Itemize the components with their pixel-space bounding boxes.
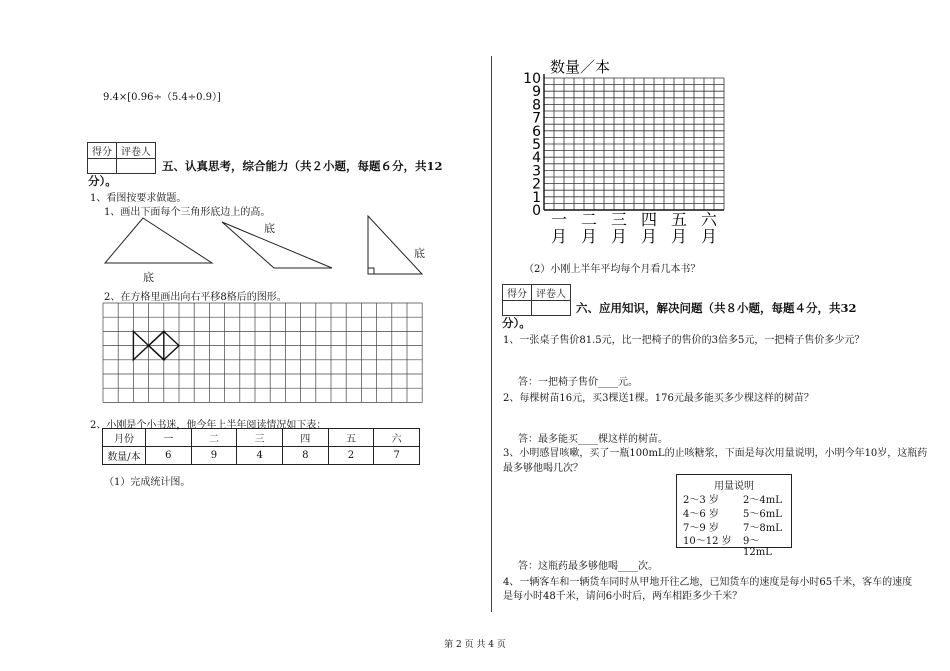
math-expression: 9.4×[0.96÷（5.4÷0.9）] xyxy=(103,92,221,103)
score-cell[interactable] xyxy=(88,159,117,174)
table-cell: 一 xyxy=(146,429,192,447)
dosage-amount: 2～4mL xyxy=(743,495,782,506)
y-tick-label: 7 xyxy=(532,110,541,127)
x-tick-label: 三 xyxy=(610,210,628,229)
dosage-amount: 7～8mL xyxy=(743,523,782,534)
answer-1: 答：一把椅子售价____元。 xyxy=(518,377,638,388)
grader-label: 评卷人 xyxy=(532,285,571,301)
dosage-instructions-box xyxy=(676,474,792,558)
column-divider xyxy=(491,56,492,612)
score-cell[interactable] xyxy=(503,301,532,316)
y-tick-label: 4 xyxy=(532,150,541,167)
dosage-amount: 5～6mL xyxy=(743,509,782,520)
question-2-2: （2）小刚上半年平均每个月看几本书？ xyxy=(524,264,701,275)
grader-cell[interactable] xyxy=(532,301,571,316)
triangle-2 xyxy=(222,222,332,268)
table-cell: 6 xyxy=(146,447,192,465)
answer-2: 答：最多能买____棵这样的树苗。 xyxy=(518,434,668,445)
triangle-2-base-label: 底 xyxy=(264,222,275,235)
score-box-right xyxy=(502,284,571,316)
section6-title-end: 分）。 xyxy=(502,316,531,330)
question-2: 2、小刚是个小书迷，他今年上半年阅读情况如下表： xyxy=(90,420,327,431)
y-tick-label: 5 xyxy=(532,137,541,153)
x-tick-label: 五 xyxy=(670,210,688,229)
table-cell: 8 xyxy=(282,447,328,465)
y-tick-label: 2 xyxy=(532,176,541,193)
question-1: 1、看图按要求做题。 xyxy=(90,193,187,204)
triangle-1-base-label: 底 xyxy=(143,271,154,284)
question-1-2: 2、在方格里画出向右平移8格后的图形。 xyxy=(104,292,287,303)
problem-2: 2、每棵树苗16元，买3棵送1棵。176元最多能买多少棵这样的树苗？ xyxy=(503,393,814,404)
problem-1: 1、一张桌子售价81.5元，比一把椅子的售价的3倍多5元，一把椅子售价多少元？ xyxy=(503,335,865,346)
table-cell: 六 xyxy=(374,429,420,447)
x-tick-label: 月 xyxy=(550,227,568,244)
y-tick-label: 3 xyxy=(532,163,541,180)
table-cell: 9 xyxy=(191,447,237,465)
y-tick-label: 9 xyxy=(532,84,541,101)
y-tick-label: 0 xyxy=(532,203,541,219)
bar-chart-grid xyxy=(520,58,730,244)
x-tick-label: 月 xyxy=(580,227,598,244)
right-angle-mark xyxy=(368,268,374,274)
table-header-count: 数量/本 xyxy=(103,447,146,465)
grader-label: 评卷人 xyxy=(117,143,156,159)
x-tick-label: 月 xyxy=(640,227,658,244)
dosage-age: 4～6 岁 xyxy=(683,509,719,520)
y-tick-label: 1 xyxy=(532,189,541,206)
x-tick-label: 六 xyxy=(700,210,718,229)
triangle-3-base-label: 底 xyxy=(414,247,425,260)
reading-table xyxy=(102,428,420,465)
problem-4-line2: 是每小时48千米，请问6小时后，两车相距多少千米？ xyxy=(503,591,743,602)
problem-3-line1: 3、小明感冒咳嗽，买了一瓶100mL的止咳糖浆，下面是每次用量说明，小明今年10岁，这瓶药 xyxy=(503,448,928,459)
table-cell: 二 xyxy=(191,429,237,447)
grader-cell[interactable] xyxy=(117,159,156,174)
y-tick-label: 8 xyxy=(532,97,541,114)
section5-title: 五、认真思考，综合能力（共２小题，每题６分，共12 xyxy=(162,159,443,173)
translation-grid xyxy=(102,302,424,404)
section5-title-end: 分）。 xyxy=(88,174,117,188)
dosage-age: 10～12 岁 xyxy=(683,536,732,547)
question-1-1: 1、画出下面每个三角形底边上的高。 xyxy=(104,207,271,218)
table-header-month: 月份 xyxy=(103,429,146,447)
x-tick-label: 二 xyxy=(580,210,598,229)
x-tick-label: 月 xyxy=(670,227,688,244)
chart-title: 数量／本 xyxy=(550,58,611,76)
score-box-left xyxy=(87,142,156,174)
dosage-amount: 9～12mL xyxy=(743,536,772,558)
answer-3: 答：这瓶药最多够他喝____次。 xyxy=(518,561,658,572)
section6-title: 六、应用知识，解决问题（共８小题，每题４分，共32 xyxy=(576,301,857,315)
table-cell: 三 xyxy=(237,429,283,447)
y-tick-label: 6 xyxy=(532,123,541,140)
dosage-age: 7～9 岁 xyxy=(683,523,719,534)
triangle-1 xyxy=(105,218,212,263)
table-cell: 4 xyxy=(237,447,283,465)
y-tick-label: 10 xyxy=(523,71,541,87)
table-cell: 2 xyxy=(328,447,374,465)
question-2-1: （1）完成统计图。 xyxy=(104,477,191,488)
x-tick-label: 月 xyxy=(610,227,628,244)
problem-3-line2: 最多够他喝几次？ xyxy=(503,463,583,474)
table-cell: 五 xyxy=(328,429,374,447)
table-cell: 四 xyxy=(282,429,328,447)
page-footer: 第 2 页 共 4 页 xyxy=(444,640,506,650)
dosage-title: 用量说明 xyxy=(714,481,754,492)
dosage-age: 2～3 岁 xyxy=(683,495,719,506)
table-cell: 7 xyxy=(374,447,420,465)
score-label: 得分 xyxy=(88,143,117,159)
score-label: 得分 xyxy=(503,285,532,301)
x-tick-label: 月 xyxy=(700,227,718,244)
x-tick-label: 四 xyxy=(640,210,658,229)
x-tick-label: 一 xyxy=(550,210,568,229)
problem-4-line1: 4、一辆客车和一辆货车同时从甲地开往乙地，已知货车的速度是每小时65千米，客车的速度 xyxy=(503,577,913,588)
